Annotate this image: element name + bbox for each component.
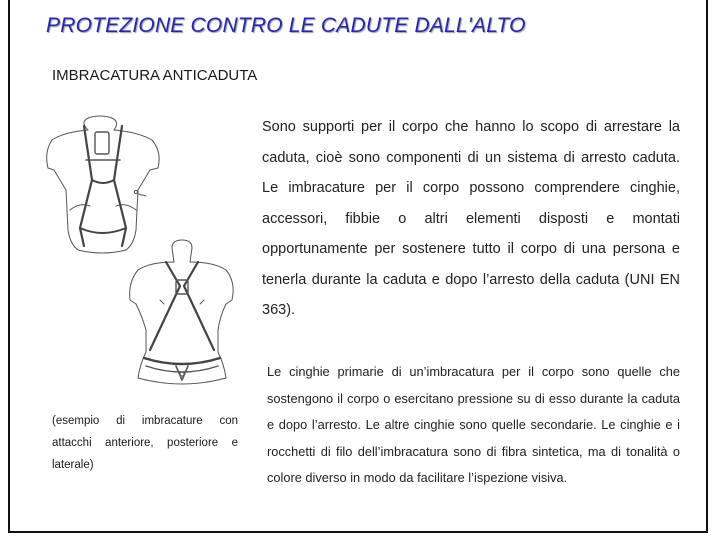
slide-subtitle: IMBRACATURA ANTICADUTA (52, 67, 258, 84)
harness-back-figure (47, 116, 159, 253)
harness-illustration (40, 110, 252, 400)
straps-paragraph: Le cinghie primarie di un’imbracatura per il corpo sono quelle che sostengono il corpo o esercitano pressione su di esso durante la caduta e dopo l’arresto. Le altre cinghie sono quelle secondarie. Le cinghie e i rocchetti di filo dell’imbracatura sono di fibra sintetica, ma di tonalità o colore diverso in modo da facilitare l’ispezione visiva. (267, 364, 680, 485)
harness-front-figure (130, 240, 233, 384)
slide-title: PROTEZIONE CONTRO LE CADUTE DALL'ALTO (46, 14, 526, 37)
definition-paragraph: Sono supporti per il corpo che hanno lo scopo di arrestare la caduta, cioè sono componenti di un sistema di arresto caduta. Le imbracature per il corpo possono comprendere cinghie, accessori, fibbie o altri elementi disposti e montati opportunamente per sostenere tutto il corpo di una persona e tenerla durante la caduta e dopo l’arresto della caduta (UNI EN 363). (262, 119, 680, 318)
figure-caption: (esempio di imbracature con attacchi anteriore, posteriore e laterale) (52, 415, 238, 471)
